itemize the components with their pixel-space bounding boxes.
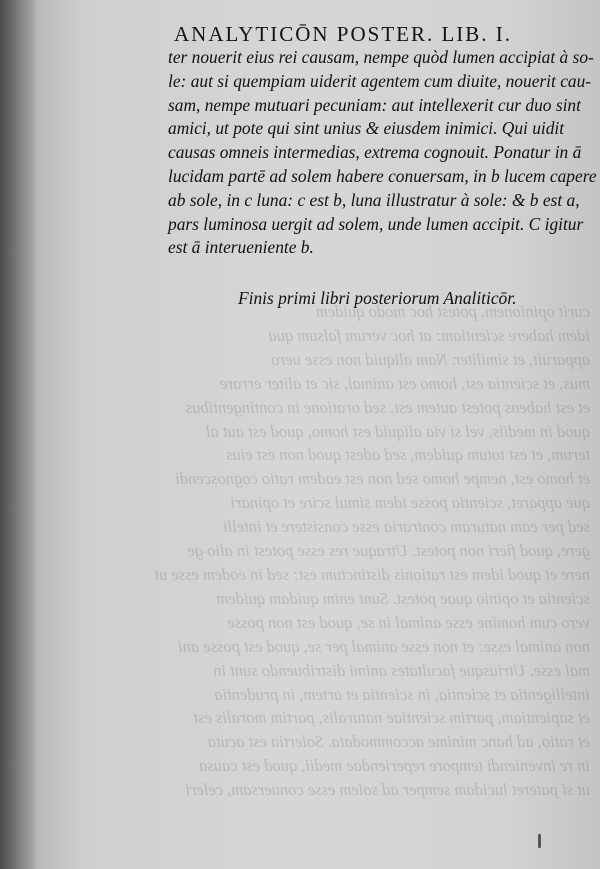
bleed-line: terum, et est totum quidem, sed adest quod non est eius [226,445,590,465]
bleed-line: idem habere scientiam: at hoc verum falsum qua [268,325,590,345]
bleed-line: ut si pateret lucidam semper ad solem esse conuersam, celeri [185,780,590,800]
bleed-line: et sapientiam, partim scientiae naturalis, partim moralis est [193,708,590,728]
running-header: ANALYTICŌN POSTER. LIB. I. [174,22,513,46]
bleed-line: in re inveniendi tempore reperiendae medii, quod est causa [199,756,590,776]
bleed-line: vero cum homine esse animal in se, quod est non posse [227,612,590,632]
text-line: ter nouerit eius rei causam, nempe quòd lumen accipiat à so- [168,47,594,67]
page-gutter-shadow [0,0,38,869]
bleed-line: scientia et opinio quae potest. Sunt enim quidam quidem [216,588,590,608]
bleed-line: et ratio, ad hanc minime accommodata. Solertia est acuta [207,732,590,752]
bleed-line: sed per eam naturam contraria esse consistere et intelli [223,517,590,537]
bleed-line: et homo est, nempe homo sed non est eadem ratio cognoscendi [175,469,590,489]
text-line: ab sole, in c luna: c est b, luna illustratur à sole: & b est a, [168,189,580,210]
body-text [168,46,597,260]
bleed-line: curit opinionem, potest hoc modo quidem [315,302,590,321]
bleed-line: gere, quod fieri non potest. Utraque res esse potest in alio ge [187,541,590,561]
bleed-line: mal esse. Utriusque facultates animi distribuendo sunt in [213,660,590,680]
bleed-line: apparuit, et similiter. Nam aliquid non esse uero [271,349,590,369]
text-line: lucidam partē ad solem habere conuersam, in b lucem capere [168,165,597,186]
text-line: le: aut si quempiam uiderit agentem cum diuite, nouerit cau- [168,70,592,91]
text-line: amici, ut pote qui sint unius & eiusdem inimici. Qui uidit [168,118,565,139]
bleed-line: nere et quod idem est rationis distinctum est: sed in eodem esse ut [154,564,590,584]
bleed-line: et est habens potest autem est, sed oratione in contingentibus [185,397,590,417]
text-line: sam, nempe mutuari pecuniam: aut intellexerit cur duo sint [168,94,581,115]
bleed-line: intelligentia et scientia, in scientia et artem, in prudentia [214,684,590,704]
bleed-through-text [154,300,590,802]
colophon-finis: Finis primi libri posteriorum Analiticōr. [238,288,517,308]
bleed-line: que apparet, scientia posse idem simul scire et opinari [230,493,590,513]
ink-mark [538,834,541,848]
bleed-line: mus, et scientia est, homo est animal, sic et aliter errare [219,373,590,393]
text-line: causas omneis intermedias, extrema cognouit. Ponatur in ā [168,142,582,163]
text-line: est ā interueniente b. [168,237,314,258]
text-line: pars luminosa uergit ad solem, unde lumen accipit. C igitur [168,213,584,234]
bleed-line: quod in mediis, vel si via aliquid est homo, quod est aut al [205,421,590,441]
bleed-line: non animal esse: et non esse animal per se, quod est posse ani [178,636,590,656]
